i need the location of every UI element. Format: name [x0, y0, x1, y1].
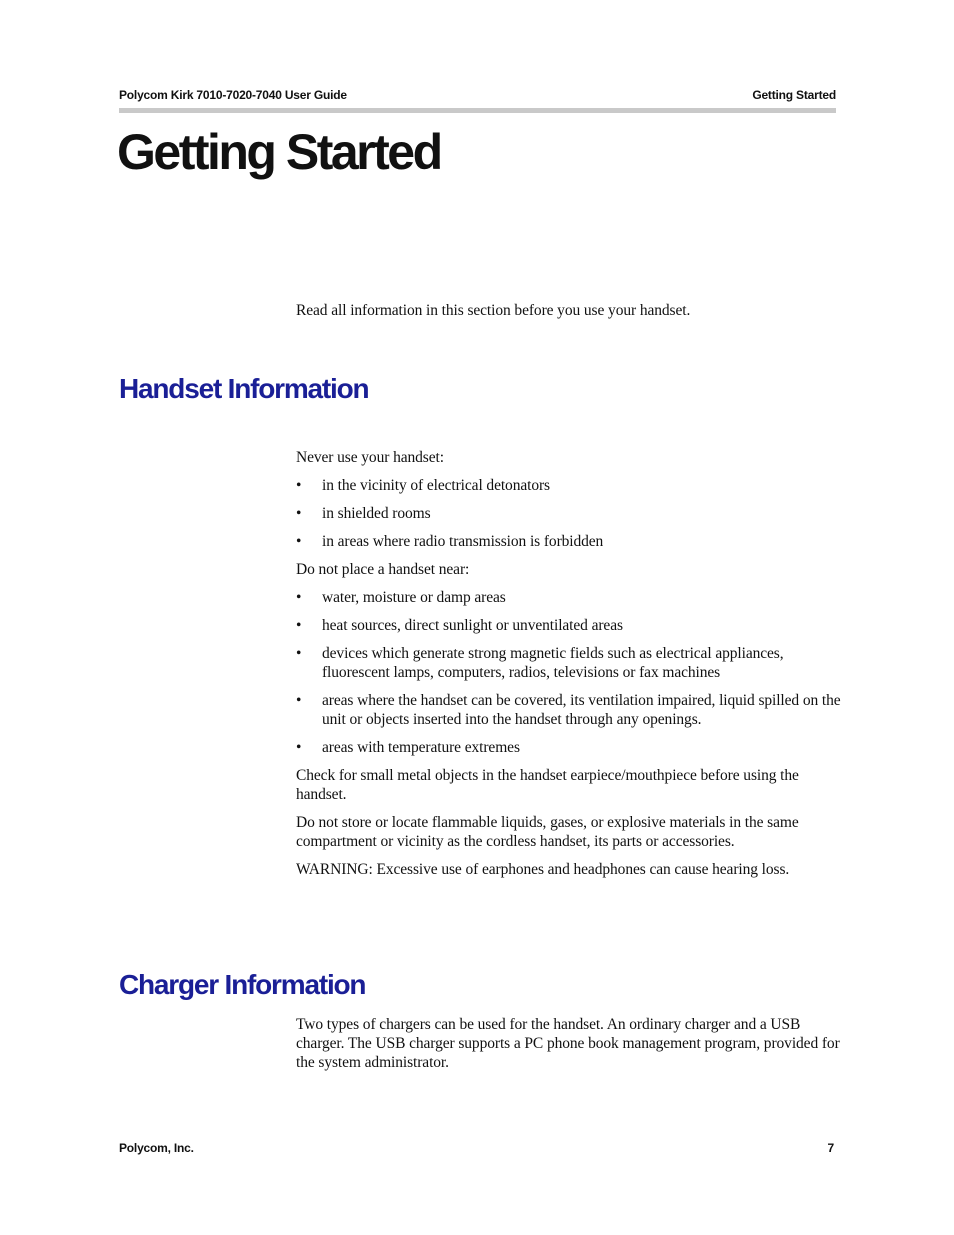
bullet-icon: • [296, 645, 302, 662]
bullet-icon: • [296, 589, 302, 606]
do-not-place-intro: Do not place a handset near: [296, 561, 470, 578]
list-item-text: in shielded rooms [322, 505, 431, 522]
never-use-list [296, 476, 841, 551]
hearing-warning-paragraph: WARNING: Excessive use of earphones and headphones can cause hearing loss. [296, 861, 790, 878]
list-item [296, 691, 841, 729]
bullet-icon: • [296, 739, 302, 756]
handset-information-body [296, 448, 841, 888]
chapter-title: Getting Started [117, 124, 441, 180]
list-item [296, 644, 841, 682]
list-item [296, 532, 841, 551]
list-item-text: in areas where radio transmission is forbidden [322, 533, 604, 550]
document-title: Polycom Kirk 7010-7020-7040 User Guide [119, 88, 347, 102]
list-item-text: water, moisture or damp areas [322, 589, 506, 606]
bullet-icon: • [296, 533, 302, 550]
list-item-text: areas where the handset can be covered, its ventilation impaired, liquid spilled on the unit or objects inserted into the handset through any openings. [322, 692, 841, 728]
handset-information-heading: Handset Information [119, 373, 369, 404]
metal-objects-paragraph: Check for small metal objects in the handset earpiece/mouthpiece before using the handset. [296, 767, 799, 803]
list-item-text: areas with temperature extremes [322, 739, 520, 756]
footer-company: Polycom, Inc. [119, 1141, 194, 1155]
list-item [296, 476, 841, 495]
bullet-icon: • [296, 477, 302, 494]
list-item [296, 738, 841, 757]
bullet-icon: • [296, 692, 302, 709]
list-item [296, 588, 841, 607]
do-not-place-list [296, 588, 841, 757]
list-item [296, 504, 841, 523]
charger-information-heading: Charger Information [119, 969, 366, 1000]
page-number: 7 [827, 1141, 834, 1155]
list-item [296, 616, 841, 635]
flammables-paragraph: Do not store or locate flammable liquids, gases, or explosive materials in the same compartment or vicinity as the cordless handset, its parts or accessories. [296, 814, 799, 850]
bullet-icon: • [296, 617, 302, 634]
charger-information-text: Two types of chargers can be used for the handset. An ordinary charger and a USB charger. The USB charger supports a PC phone book management program, provided for the system administrator. [296, 1016, 840, 1071]
never-use-intro: Never use your handset: [296, 449, 444, 466]
list-item-text: heat sources, direct sunlight or unventilated areas [322, 617, 623, 634]
list-item-text: devices which generate strong magnetic fields such as electrical appliances, fluorescent lamps, computers, radios, televisions or fax machines [322, 645, 784, 681]
chapter-intro: Read all information in this section before you use your handset. [296, 302, 691, 319]
bullet-icon: • [296, 505, 302, 522]
header-section-name: Getting Started [752, 88, 836, 102]
list-item-text: in the vicinity of electrical detonators [322, 477, 550, 494]
running-header [119, 88, 836, 108]
header-divider [119, 108, 836, 113]
